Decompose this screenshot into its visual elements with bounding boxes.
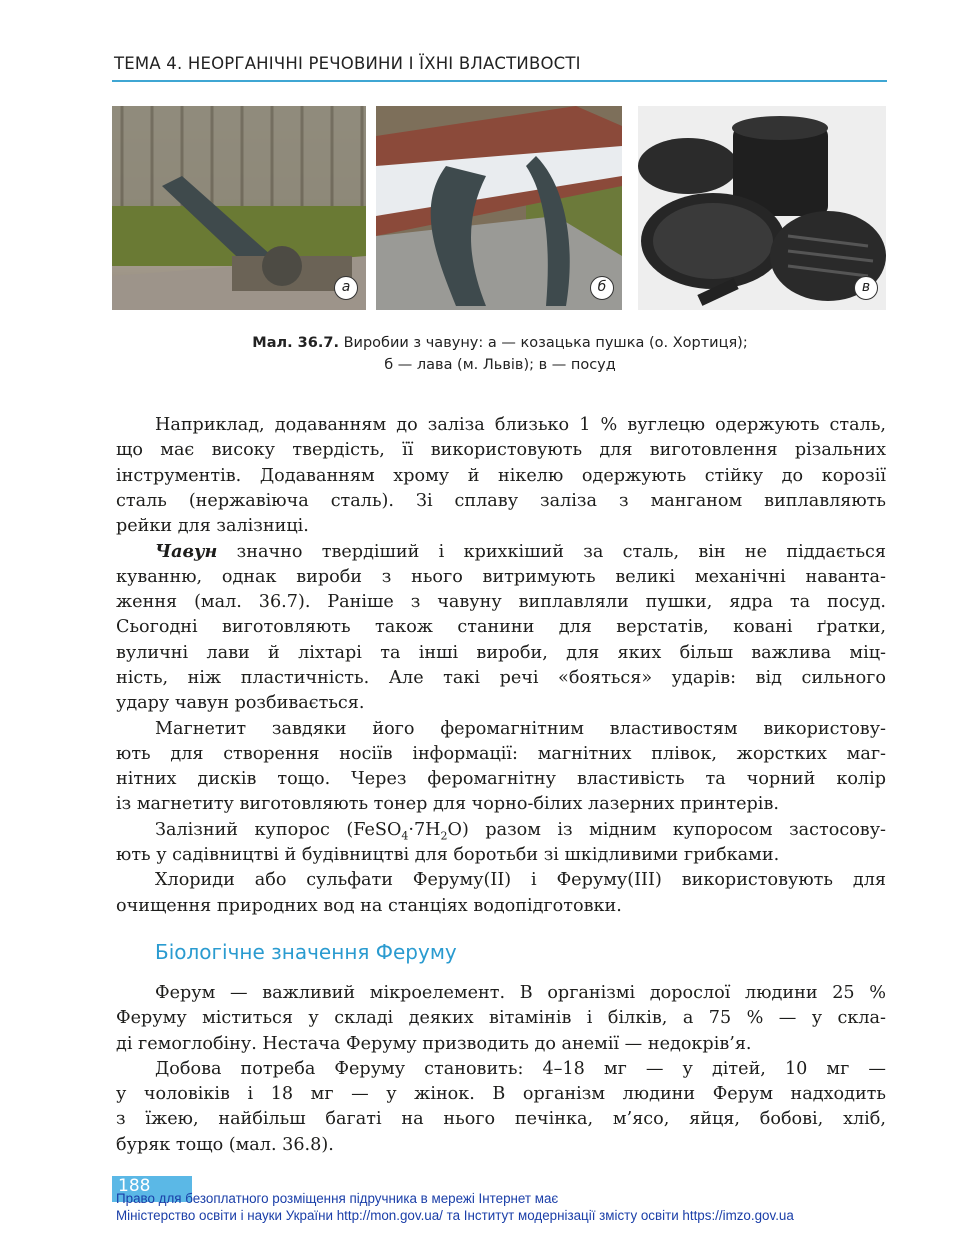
text-line: ді гемоглобіну. Нестача Феруму призводить до анемії — недокрів’я. bbox=[116, 1033, 752, 1054]
subscript: 2 bbox=[440, 829, 448, 843]
caption-number: Мал. 36.7. bbox=[252, 335, 339, 351]
page-number: 188 bbox=[112, 1176, 192, 1202]
chapter-header: ТЕМА 4. НЕОРГАНІЧНІ РЕЧОВИНИ І ЇХНІ ВЛАСТИВОСТІ bbox=[114, 54, 581, 73]
footer-line-1: Право для безоплатного розміщення підручника в мережі Інтернет має bbox=[116, 1191, 559, 1206]
photo-bench bbox=[376, 106, 622, 310]
text-line: із магнетиту виготовляють тонер для чорно-білих лазерних принтерів. bbox=[116, 794, 779, 815]
text-line: вуличні лави й ліхтарі та інші вироби, для яких більш важлива міц- bbox=[116, 642, 886, 663]
text-line: удару чавун розбивається. bbox=[116, 693, 365, 714]
text-line: Магнетит завдяки його феромагнітним властивостям використову- bbox=[155, 718, 886, 739]
text-line: Наприклад, додаванням до заліза близько 1 % вуглецю одержують сталь, bbox=[155, 415, 886, 435]
formula-text: Залізний купорос (FeSO bbox=[155, 819, 402, 840]
copyright-footer bbox=[116, 1190, 794, 1224]
figure-caption bbox=[150, 332, 850, 376]
text-line: Ферум — важливий мікроелемент. В організмі дорослої людини 25 % bbox=[155, 983, 886, 1003]
text-line: Добова потреба Феруму становить: 4–18 мг — у дітей, 10 мг — bbox=[155, 1058, 886, 1079]
photo-label-b: б bbox=[590, 276, 614, 300]
biology-text bbox=[116, 981, 886, 1158]
text-line: що має високу твердість, її використовують для виготовлення різальних bbox=[116, 440, 886, 461]
text-line: з їжею, найбільш багаті на нього печінка, м’ясо, яйця, бобові, хліб, bbox=[116, 1109, 886, 1130]
caption-text-2: б — лава (м. Львів); в — посуд bbox=[384, 357, 616, 373]
formula-text: O) разом із мідним купоросом застосову- bbox=[447, 819, 886, 840]
text-line: ють у садівництві й будівництві для боротьби зі шкідливими грибками. bbox=[116, 845, 780, 866]
text-line: нітних дисків тощо. Через феромагнітну властивість та чорний колір bbox=[116, 769, 886, 790]
text-line: Хлориди або сульфати Феруму(II) і Феруму(III) використовують для bbox=[155, 870, 886, 891]
photo-label-c: в bbox=[854, 276, 878, 300]
text-line: інструментів. Додаванням хрому й нікелю одержують стійку до корозії bbox=[116, 465, 886, 486]
text-line: сталь (нержавіюча сталь). Зі сплаву заліза з манганом виплавляють bbox=[116, 490, 886, 511]
photo-cookware bbox=[638, 106, 886, 310]
text-line: Сьогодні виготовляють також станини для верстатів, ковані ґратки, bbox=[116, 617, 886, 638]
text-line: Феруму міститься у складі деяких вітамінів і білків, а 75 % — у скла- bbox=[116, 1008, 886, 1029]
text-line: очищення природних вод на станціях водопідготовки. bbox=[116, 895, 622, 916]
caption-text-1: Виробии з чавуну: а — козацька пушка (о. Хортиця); bbox=[338, 335, 748, 351]
photo-label-a: а bbox=[334, 276, 358, 300]
text-line: рейки для залізниці. bbox=[116, 516, 309, 537]
text-line: ження (мал. 36.7). Раніше з чавуну виплавляли пушки, ядра та посуд. bbox=[116, 592, 886, 613]
text-line: ність, ніж пластичність. Але такі речі «бояться» ударів: від сильного bbox=[116, 667, 886, 688]
formula-text: ·7H bbox=[408, 819, 441, 840]
body-text bbox=[116, 413, 886, 919]
footer-line-2: Міністерство освіти і науки України http://mon.gov.ua/ та Інститут модернізації змісту освіти https://imzo.gov.ua bbox=[116, 1208, 794, 1223]
term-chavun: Чавун bbox=[155, 541, 218, 563]
text-line: ють для створення носіїв інформації: магнітних плівок, жорстких маг- bbox=[116, 743, 886, 764]
subscript: 4 bbox=[401, 829, 409, 843]
header-divider bbox=[112, 80, 887, 82]
text-line bbox=[116, 818, 886, 843]
text-span: значно твердіший і крихкіший за сталь, він не піддається bbox=[217, 542, 886, 563]
section-title: Біологічне значення Феруму bbox=[155, 940, 457, 964]
text-line bbox=[116, 539, 886, 564]
text-line: куванню, однак вироби з нього витримують великі механічні наванта- bbox=[116, 566, 886, 587]
text-line: у чоловіків і 18 мг — у жінок. В організм людини Ферум надходить bbox=[116, 1084, 886, 1105]
text-line: буряк тощо (мал. 36.8). bbox=[116, 1134, 334, 1155]
photo-cannon bbox=[112, 106, 366, 310]
